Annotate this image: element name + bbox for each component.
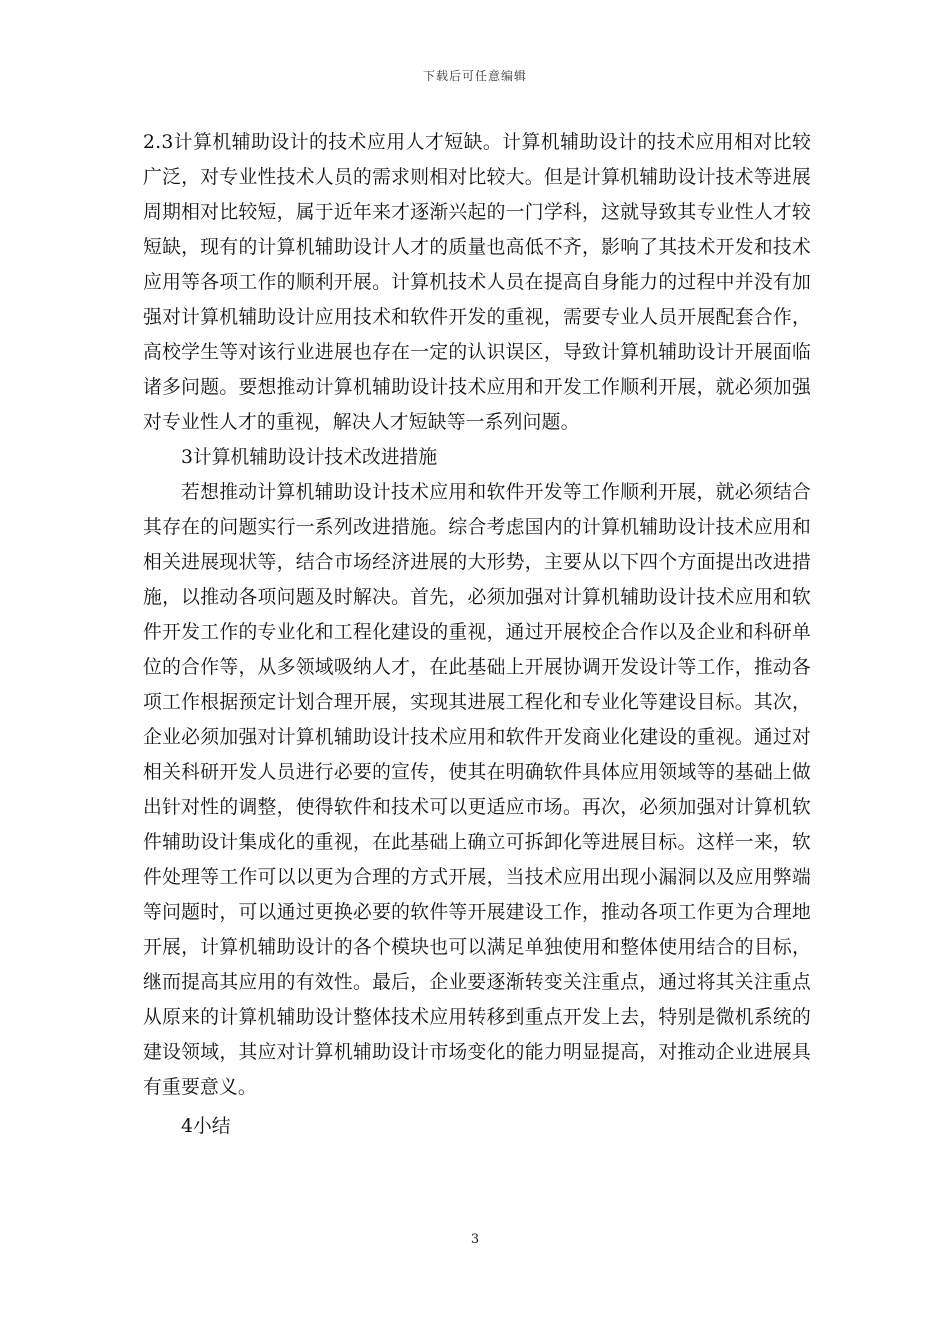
section-heading-improvement-measures: 3计算机辅助设计技术改进措施: [181, 447, 438, 468]
document-body: [143, 125, 811, 1144]
header-note: 下载后可任意编辑: [422, 69, 527, 83]
page-number: 3: [470, 1232, 480, 1247]
paragraph-talent-shortage: 2.3计算机辅助设计的技术应用人才短缺。计算机辅助设计的技术应用相对比较广泛，对专业性技术人员的需求则相对比较大。但是计算机辅助设计技术等进展周期相对比较短，属于近年来才逐渐兴起的一门学科，这就导致其专业性人才较短缺，现有的计算机辅助设计人才的质量也高低不齐，影响了其技术开发和技术应用等各项工作的顺利开展。计算机技术人员在提高自身能力的过程中并没有加强对计算机辅助设计应用技术和软件开发的重视，需要专业人员开展配套合作，高校学生等对该行业进展也存在一定的认识误区，导致计算机辅助设计开展面临诸多问题。要想推动计算机辅助设计技术应用和开发工作顺利开展，就必须加强对专业性人才的重视，解决人才短缺等一系列问题。: [143, 132, 811, 433]
section-heading-summary: 4小结: [181, 1116, 231, 1137]
paragraph-improvement-measures: 若想推动计算机辅助设计技术应用和软件开发等工作顺利开展，就必须结合其存在的问题实行一系列改进措施。综合考虑国内的计算机辅助设计技术应用和相关进展现状等，结合市场经济进展的大形势，主要从以下四个方面提出改进措施，以推动各项问题及时解决。首先，必须加强对计算机辅助设计技术应用和软件开发工作的专业化和工程化建设的重视，通过开展校企合作以及企业和科研单位的合作等，从多领域吸纳人才，在此基础上开展协调开发设计等工作，推动各项工作根据预定计划合理开展，实现其进展工程化和专业化等建设目标。其次，企业必须加强对计算机辅助设计技术应用和软件开发商业化建设的重视。通过对相关科研开发人员进行必要的宣传，使其在明确软件具体应用领域等的基础上做出针对性的调整，使得软件和技术可以更适应市场。再次，必须加强对计算机软件辅助设计集成化的重视，在此基础上确立可拆卸化等进展目标。这样一来，软件处理等工作可以以更为合理的方式开展，当技术应用出现小漏洞以及应用弊端等问题时，可以通过更换必要的软件等开展建设工作，推动各项工作更为合理地开展，计算机辅助设计的各个模块也可以满足单独使用和整体使用结合的目标，继而提高其应用的有效性。最后，企业要逐渐转变关注重点，通过将其关注重点从原来的计算机辅助设计整体技术应用转移到重点开发上去，特别是微机系统的建设领域，其应对计算机辅助设计市场变化的能力明显提高，对推动企业进展具有重要意义。: [143, 482, 811, 1098]
